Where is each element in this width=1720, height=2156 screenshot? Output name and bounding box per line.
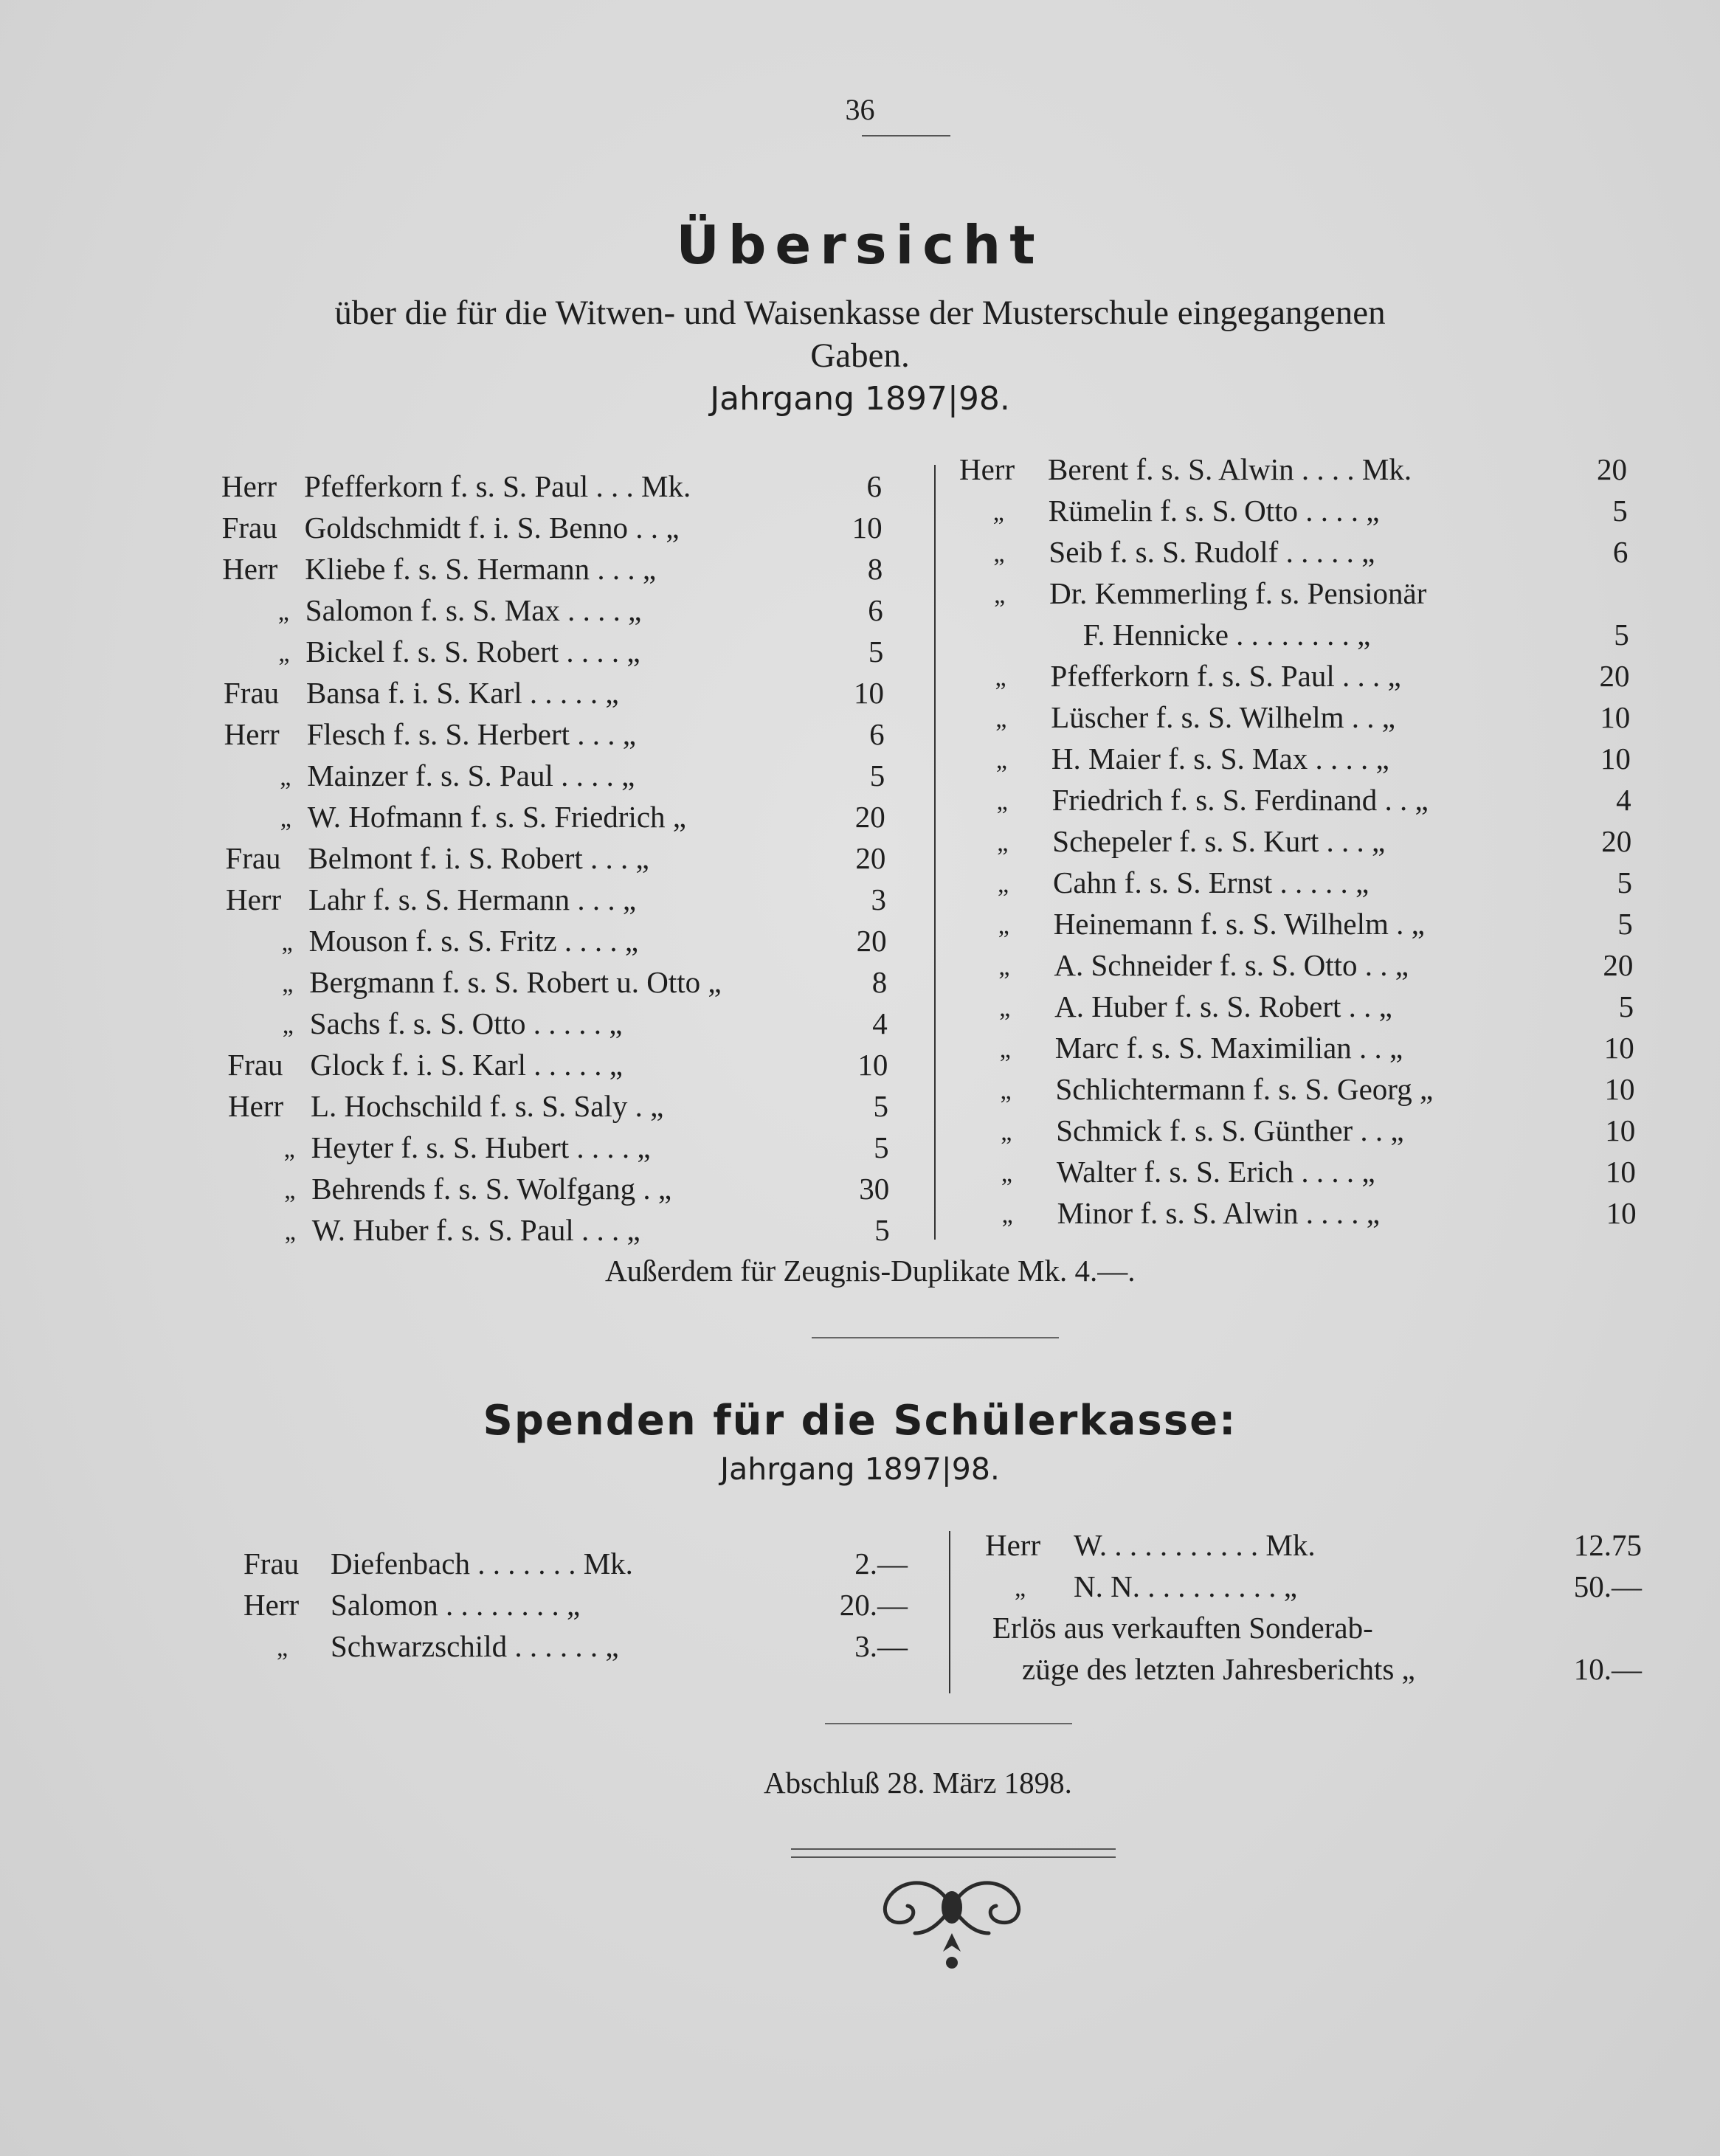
entry-name: W. . . . . . . . . . . Mk. [1074, 1528, 1316, 1562]
ledger-entry [229, 1130, 889, 1171]
entry-amount: 20 [855, 841, 886, 875]
entry-name: Minor f. s. S. Alwin . . . . „ [1057, 1196, 1380, 1230]
entry-name: Mouson f. s. S. Fritz . . . . „ [308, 924, 639, 958]
entry-prefix: „ [1015, 1575, 1026, 1602]
ledger-entry [222, 551, 883, 592]
entry-prefix: „ [995, 747, 1007, 774]
entry-amount: 6 [869, 717, 885, 751]
ledger-entry [225, 840, 885, 882]
section1-subtitle-line2: Gaben. [810, 336, 910, 375]
entry-prefix: „ [277, 598, 289, 626]
entry-prefix: „ [994, 581, 1006, 609]
entry-name: Salomon f. s. S. Max . . . . „ [305, 593, 642, 627]
entry-name: Rümelin f. s. S. Otto . . . . „ [1048, 494, 1380, 528]
entry-name: Dr. Kemmerling f. s. Pensionär [1049, 576, 1427, 610]
ledger-entry [959, 452, 1627, 493]
entry-prefix: „ [281, 929, 293, 956]
entry-amount: 5 [873, 1089, 888, 1123]
ledger-entry [985, 1610, 1642, 1651]
entry-amount: 10 [854, 676, 884, 710]
entry-name: Mainzer f. s. S. Paul . . . . „ [307, 759, 635, 792]
ledger-entry [224, 758, 885, 799]
entry-prefix: „ [284, 1177, 296, 1204]
entry-name: W. Hofmann f. s. S. Friedrich „ [307, 800, 686, 834]
ledger-entry [985, 1527, 1642, 1569]
entry-prefix: „ [997, 829, 1009, 857]
entry-amount: 5 [1617, 907, 1633, 941]
entry-name: A. Huber f. s. S. Robert . . „ [1054, 989, 1392, 1023]
ledger-entry [985, 1569, 1642, 1610]
closing-line: Abschluß 28. März 1898. [764, 1766, 1072, 1800]
entry-amount: 5 [874, 1130, 889, 1164]
entry-name: W. Huber f. s. S. Paul . . . „ [311, 1213, 640, 1247]
entry-amount: 8 [871, 965, 888, 999]
entry-name: Flesch f. s. S. Herbert . . . „ [306, 717, 636, 751]
entry-amount: 4 [1616, 783, 1631, 817]
entry-amount: 20 [1603, 948, 1634, 982]
entry-prefix: Frau [225, 841, 281, 875]
entry-amount: 6 [1612, 535, 1629, 569]
entry-name: Walter f. s. S. Erich . . . . „ [1056, 1155, 1375, 1189]
entry-name: Diefenbach . . . . . . . Mk. [331, 1547, 633, 1580]
entry-name: Cahn f. s. S. Ernst . . . . . „ [1053, 865, 1370, 899]
entry-prefix: „ [992, 499, 1004, 526]
ledger-entry [961, 576, 1629, 617]
entry-prefix: Herr [224, 717, 280, 751]
entry-name: Pfefferkorn f. s. S. Paul . . . „ [1050, 659, 1401, 693]
section2-year: Jahrgang 1897|98. [720, 1451, 1000, 1487]
section1-left-column [221, 469, 890, 1247]
entry-prefix: „ [280, 805, 291, 832]
ledger-entry [229, 1212, 890, 1254]
entry-amount: 20 [1601, 824, 1632, 858]
entry-name: Schepeler f. s. S. Kurt . . . „ [1052, 824, 1386, 858]
ledger-entry [960, 493, 1628, 534]
ledger-entry [962, 699, 1630, 741]
section1-title: Übersicht [676, 214, 1044, 276]
entry-prefix: Frau [224, 676, 280, 710]
section1-column-divider [934, 465, 936, 1240]
entry-prefix: „ [280, 764, 291, 791]
entry-prefix: „ [282, 970, 294, 998]
entry-amount: 5 [1618, 989, 1634, 1023]
entry-amount: 10 [852, 511, 883, 545]
entry-name: züge des letzten Jahresberichts „ [1022, 1652, 1415, 1686]
entry-amount: 4 [872, 1006, 888, 1040]
entry-amount: 10 [1600, 742, 1631, 775]
entry-amount: 10 [857, 1048, 888, 1082]
entry-name: Heyter f. s. S. Hubert . . . . „ [311, 1130, 651, 1164]
entry-amount: 10 [1605, 1113, 1636, 1147]
closing-rule-bottom [791, 1856, 1116, 1858]
ledger-entry [961, 617, 1629, 658]
entry-prefix: „ [998, 953, 1010, 981]
ledger-entry [965, 906, 1633, 947]
entry-prefix: Herr [222, 552, 278, 586]
entry-name: Bickel f. s. S. Robert . . . . „ [305, 635, 640, 668]
entry-prefix: „ [1001, 1201, 1013, 1229]
entry-amount: 50.— [1573, 1569, 1642, 1603]
ledger-entry [966, 989, 1634, 1030]
entry-prefix: „ [1001, 1119, 1012, 1146]
entry-name: Berent f. s. S. Alwin . . . . Mk. [1048, 452, 1412, 486]
ledger-entry [965, 947, 1633, 989]
entry-amount: 20 [856, 924, 887, 958]
entry-name: Lahr f. s. S. Hermann . . . „ [308, 882, 637, 916]
entry-name: N. N. . . . . . . . . . „ [1074, 1569, 1297, 1603]
entry-prefix: „ [284, 1218, 296, 1245]
ledger-entry [227, 1047, 888, 1088]
entry-prefix: „ [995, 664, 1006, 691]
entry-prefix: „ [278, 640, 290, 667]
entry-name: Salomon . . . . . . . . „ [331, 1588, 581, 1622]
entry-prefix: Herr [226, 882, 282, 916]
entry-name: A. Schneider f. s. S. Otto . . „ [1054, 948, 1409, 982]
entry-prefix: „ [277, 1634, 289, 1662]
entry-amount: 5 [869, 759, 885, 792]
entry-prefix: „ [1000, 1077, 1012, 1105]
entry-amount: 3 [871, 882, 886, 916]
entry-prefix: „ [993, 540, 1005, 567]
section1-extra-line: Außerdem für Zeugnis-Duplikate Mk. 4.—. [605, 1254, 1136, 1288]
entry-amount: 10 [1605, 1155, 1636, 1189]
section2-column-divider [949, 1531, 950, 1693]
ledger-entry [967, 1030, 1634, 1071]
entry-name: Schlichtermann f. s. S. Georg „ [1055, 1072, 1434, 1106]
entry-prefix: „ [1001, 1160, 1012, 1187]
entry-name: Schmick f. s. S. Günther . . „ [1056, 1113, 1404, 1147]
page-number-rule [862, 135, 950, 137]
ledger-entry [960, 534, 1628, 576]
ledger-entry [227, 964, 887, 1006]
entry-name: Behrends f. s. S. Wolfgang . „ [311, 1172, 672, 1206]
entry-amount: 30 [859, 1172, 890, 1206]
ledger-entry [967, 1113, 1635, 1154]
entry-prefix: Frau [244, 1547, 300, 1580]
section1-subtitle [0, 291, 1720, 377]
entry-amount: 5 [874, 1213, 890, 1247]
entry-prefix: Herr [244, 1588, 300, 1622]
entry-prefix: „ [995, 705, 1007, 733]
section1-separator [812, 1337, 1059, 1338]
entry-prefix: „ [283, 1136, 295, 1163]
entry-amount: 5 [1612, 494, 1628, 528]
ledger-entry [968, 1154, 1636, 1195]
ledger-entry [229, 1171, 889, 1212]
entry-name: Sachs f. s. S. Otto . . . . . „ [309, 1006, 623, 1040]
entry-name: Goldschmidt f. i. S. Benno . . „ [304, 511, 680, 545]
entry-prefix: Herr [985, 1528, 1041, 1562]
ledger-entry [227, 923, 887, 964]
entry-name: Glock f. i. S. Karl . . . . . „ [310, 1048, 623, 1082]
ledger-entry [228, 1088, 888, 1130]
ledger-entry [964, 823, 1631, 865]
entry-amount: 20 [1599, 659, 1630, 693]
entry-prefix: „ [999, 995, 1011, 1022]
entry-name: L. Hochschild f. s. S. Saly . „ [311, 1089, 664, 1123]
entry-amount: 6 [868, 593, 883, 627]
entry-prefix: „ [282, 1012, 294, 1039]
ledger-entry [224, 716, 885, 758]
page-number: 36 [845, 93, 875, 126]
closing-rule-top [791, 1848, 1116, 1850]
entry-name: F. Hennicke . . . . . . . . „ [1082, 618, 1371, 652]
ledger-entry [221, 469, 882, 510]
entry-amount: 6 [866, 469, 882, 503]
ledger-entry [222, 510, 883, 551]
entry-amount: 10 [1603, 1031, 1634, 1065]
section2-left-column [244, 1546, 922, 1693]
ledger-entry [967, 1071, 1635, 1113]
entry-prefix: Herr [228, 1089, 284, 1123]
entry-name: Seib f. s. S. Rudolf . . . . . „ [1049, 535, 1375, 569]
entry-prefix: Herr [959, 452, 1015, 486]
entry-name: Marc f. s. S. Maximilian . . „ [1054, 1031, 1403, 1065]
entry-name: H. Maier f. s. S. Max . . . . „ [1051, 742, 1389, 775]
ledger-entry [969, 1195, 1637, 1237]
entry-name: Kliebe f. s. S. Hermann . . . „ [305, 552, 657, 586]
entry-amount: 10 [1606, 1196, 1637, 1230]
entry-amount: 12.75 [1573, 1528, 1642, 1562]
entry-prefix: „ [996, 788, 1008, 815]
entry-prefix: „ [998, 871, 1009, 898]
entry-amount: 10 [1600, 700, 1631, 734]
section1-subtitle-line1: über die für die Witwen- und Waisenkasse der Musterschule eingegangenen [334, 294, 1386, 332]
entry-name: Friedrich f. s. S. Ferdinand . . „ [1051, 783, 1429, 817]
ledger-entry [964, 865, 1632, 906]
ledger-entry [227, 1006, 888, 1047]
entry-name: Heinemann f. s. S. Wilhelm . „ [1053, 907, 1425, 941]
ledger-entry [963, 741, 1631, 782]
ledger-entry [224, 675, 884, 716]
section1-right-column [959, 452, 1638, 1234]
entry-amount: 8 [867, 552, 883, 586]
entry-amount: 20.— [839, 1588, 908, 1622]
ledger-entry [244, 1628, 908, 1670]
entry-prefix: Herr [221, 469, 277, 503]
section2-title: Spenden für die Schülerkasse: [483, 1397, 1237, 1445]
ledger-entry [223, 592, 883, 634]
entry-amount: 5 [868, 635, 884, 668]
entry-prefix: Frau [227, 1048, 283, 1082]
ledger-entry [964, 782, 1631, 823]
entry-name: Lüscher f. s. S. Wilhelm . . „ [1051, 700, 1395, 734]
ledger-entry [225, 799, 885, 840]
entry-amount: 5 [1614, 618, 1629, 652]
entry-amount: 10 [1604, 1072, 1635, 1106]
entry-amount: 2.— [854, 1547, 908, 1580]
entry-amount: 5 [1617, 865, 1632, 899]
section2-right-column [985, 1527, 1649, 1697]
entry-name: Pfefferkorn f. s. S. Paul . . . Mk. [304, 469, 691, 503]
entry-amount: 3.— [854, 1629, 908, 1663]
entry-amount: 20 [1597, 452, 1627, 486]
section1-year: Jahrgang 1897|98. [710, 380, 1010, 418]
entry-name: Erlös aus verkauften Sonderab- [992, 1611, 1373, 1645]
ledger-entry [244, 1587, 908, 1628]
ledger-entry [244, 1546, 908, 1587]
section2-separator [825, 1723, 1072, 1724]
entry-name: Belmont f. i. S. Robert . . . „ [308, 841, 649, 875]
ledger-entry [985, 1651, 1642, 1693]
ornament-flourish-icon [863, 1863, 1040, 1974]
entry-prefix: Frau [221, 511, 277, 545]
ledger-entry [223, 634, 883, 675]
ledger-entry [962, 658, 1630, 699]
entry-name: Bansa f. i. S. Karl . . . . . „ [306, 676, 619, 710]
entry-amount: 10.— [1573, 1652, 1642, 1686]
entry-prefix: „ [998, 912, 1009, 939]
ledger-entry [226, 882, 886, 923]
entry-prefix: „ [999, 1036, 1011, 1063]
entry-name: Bergmann f. s. S. Robert u. Otto „ [309, 965, 722, 999]
entry-amount: 20 [854, 800, 885, 834]
entry-name: Schwarzschild . . . . . . „ [331, 1629, 619, 1663]
